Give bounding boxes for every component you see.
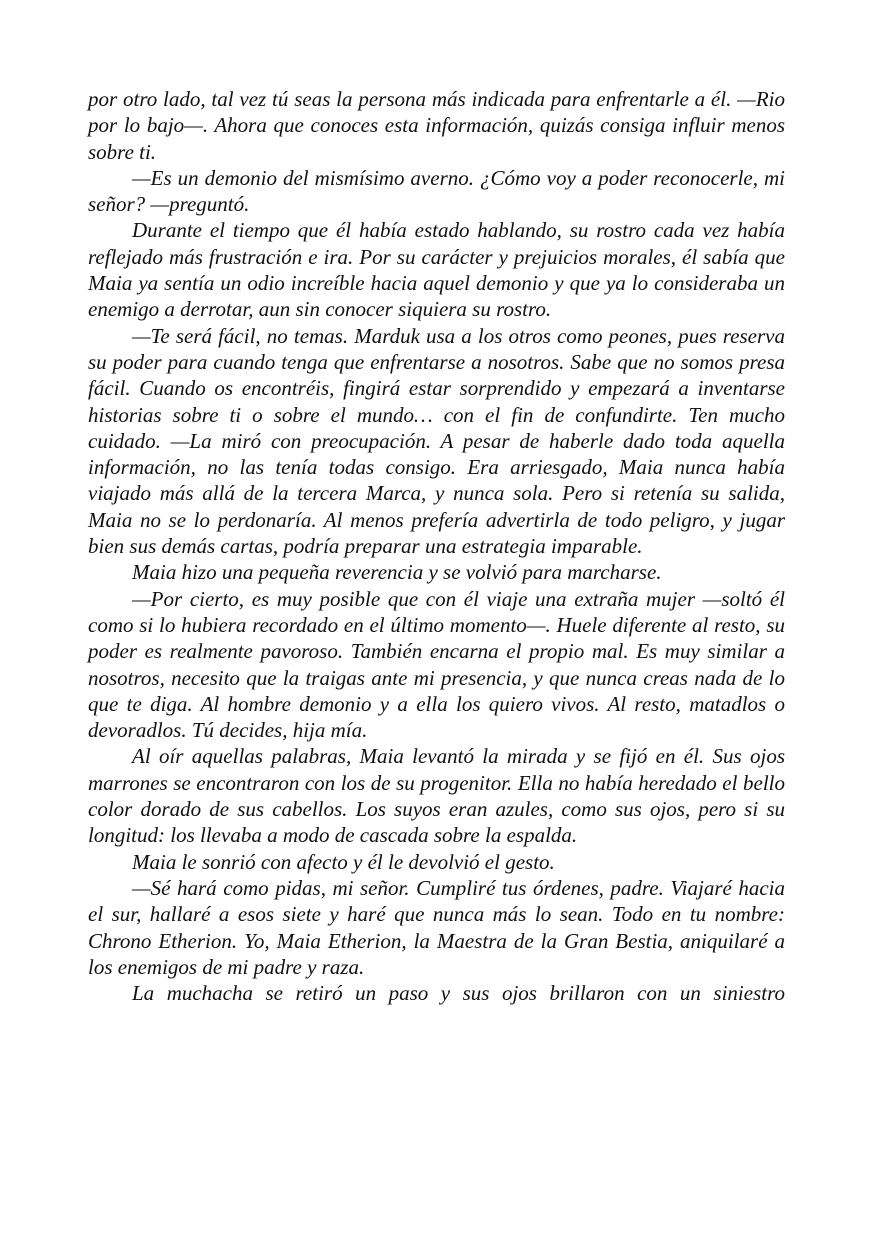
book-page-text bbox=[88, 86, 785, 1006]
paragraph: —Sé hará como pidas, mi señor. Cumpliré tus órdenes, padre. Viajaré hacia el sur, hallaré a esos siete y haré que nunca más lo sean. Todo en tu nombre: Chrono Etherion. Yo, Maia Etherion, la Maestra de la Gran Bestia, aniquilaré a los enemigos de mi padre y raza. bbox=[88, 875, 785, 979]
paragraph: Maia le sonrió con afecto y él le devolvió el gesto. bbox=[132, 849, 555, 874]
paragraph: Maia hizo una pequeña reverencia y se volvió para marcharse. bbox=[132, 560, 662, 585]
paragraph: —Es un demonio del mismísimo averno. ¿Cómo voy a poder reconocerle, mi señor? —preguntó. bbox=[88, 165, 785, 217]
paragraph: por otro lado, tal vez tú seas la persona más indicada para enfrentarle a él. —Rio por lo bajo—. Ahora que conoces esta información, quizás consiga influir menos sobre ti. bbox=[88, 87, 785, 164]
paragraph-last-line: La muchacha se retiró un paso y sus ojos brillaron con un siniestro bbox=[132, 981, 785, 1006]
paragraph: Al oír aquellas palabras, Maia levantó la mirada y se fijó en él. Sus ojos marrones se encontraron con los de su progenitor. Ella no había heredado el bello color dorado de sus cabellos. Los suyos eran azules, como sus ojos, pero si su longitud: los llevaba a modo de cascada sobre la espalda. bbox=[88, 744, 785, 848]
paragraph: —Por cierto, es muy posible que con él viaje una extraña mujer —soltó él como si lo hubiera recordado en el último momento—. Huele diferente al resto, su poder es realmente pavoroso. También encarna el propio mal. Es muy similar a nosotros, necesito que la traigas ante mi presencia, y que nunca creas nada de lo que te diga. Al hombre demonio y a ella los quiero vivos. Al resto, matadlos o devoradlos. Tú decides, hija mía. bbox=[88, 586, 785, 743]
paragraph: —Te será fácil, no temas. Marduk usa a los otros como peones, pues reserva su poder para cuando tenga que enfrentarse a nosotros. Sabe que no somos presa fácil. Cuando os encontréis, fingirá estar sorprendido y empezará a inventarse historias sobre ti o sobre el mundo… con el fin de confundirte. Ten mucho cuidado. —La miró con preocupación. A pesar de haberle dado toda aquella información, no las tenía todas consigo. Era arriesgado, Maia nunca había viajado más allá de la tercera Marca, y nunca sola. Pero si retenía su salida, Maia no se lo perdonaría. Al menos prefería advertirla de todo peligro, y jugar bien sus demás cartas, podría preparar una estrategia imparable. bbox=[88, 323, 785, 559]
paragraph: Durante el tiempo que él había estado hablando, su rostro cada vez había reflejado más frustración e ira. Por su carácter y prejuicios morales, él sabía que Maia ya sentía un odio increíble hacia aquel demonio y que ya lo consideraba un enemigo a derrotar, aun sin conocer siquiera su rostro. bbox=[88, 218, 785, 322]
